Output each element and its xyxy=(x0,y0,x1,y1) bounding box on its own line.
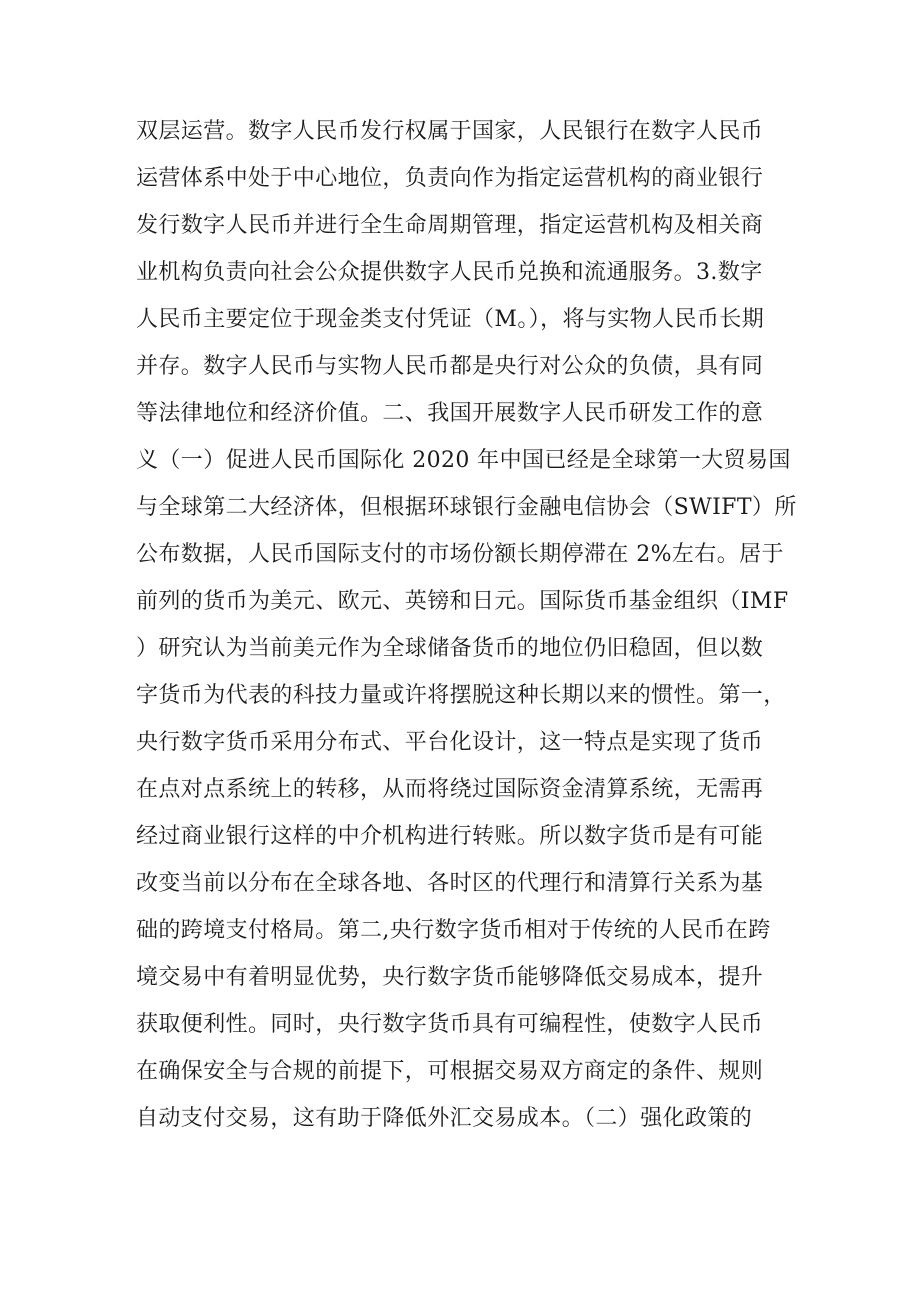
text-line: 础的跨境支付格局。第二,央行数字货币相对于传统的人民币在跨 xyxy=(136,918,771,943)
text-line: 义（一）促进人民币国际化 2020 年中国已经是全球第一大贸易国 xyxy=(136,448,791,473)
text-line: 在点对点系统上的转移，从而将绕过国际资金清算系统，无需再 xyxy=(136,777,764,802)
text-line: 与全球第二大经济体，但根据环球银行金融电信协会（SWIFT）所 xyxy=(136,495,797,520)
text-line: 在确保安全与合规的前提下，可根据交易双方商定的条件、规则 xyxy=(136,1059,764,1084)
text-line: 等法律地位和经济价值。二、我国开展数字人民币研发工作的意 xyxy=(136,401,764,426)
text-line: 经过商业银行这样的中介机构进行转账。所以数字货币是有可能 xyxy=(136,824,764,849)
text-line: ）研究认为当前美元作为全球储备货币的地位仍旧稳固，但以数 xyxy=(136,636,764,661)
text-line: 公布数据，人民币国际支付的市场份额长期停滞在 2%左右。居于 xyxy=(136,542,784,567)
text-line: 改变当前以分布在全球各地、各时区的代理行和清算行关系为基 xyxy=(136,871,764,896)
text-line: 发行数字人民币并进行全生命周期管理，指定运营机构及相关商 xyxy=(136,213,764,238)
text-line: 业机构负责向社会公众提供数字人民币兑换和流通服务。3.数字 xyxy=(136,260,763,285)
text-line: 双层运营。数字人民币发行权属于国家，人民银行在数字人民币 xyxy=(136,119,764,144)
text-line: 运营体系中处于中心地位，负责向作为指定运营机构的商业银行 xyxy=(136,166,764,191)
text-line: 并存。数字人民币与实物人民币都是央行对公众的负债，具有同 xyxy=(136,354,764,379)
text-line: 字货币为代表的科技力量或许将摆脱这种长期以来的惯性。第一， xyxy=(136,683,786,708)
text-line: 自动支付交易，这有助于降低外汇交易成本。（二）强化政策的 xyxy=(136,1106,753,1131)
text-line: 前列的货币为美元、欧元、英镑和日元。国际货币基金组织（IMF xyxy=(136,589,789,614)
text-line: 获取便利性。同时，央行数字货币具有可编程性，使数字人民币 xyxy=(136,1012,764,1037)
text-line: 人民币主要定位于现金类支付凭证（M。），将与实物人民币长期 xyxy=(136,307,765,332)
text-line: 境交易中有着明显优势，央行数字货币能够降低交易成本，提升 xyxy=(136,965,764,990)
body-text xyxy=(136,108,796,1142)
text-line: 央行数字货币采用分布式、平台化设计，这一特点是实现了货币 xyxy=(136,730,764,755)
